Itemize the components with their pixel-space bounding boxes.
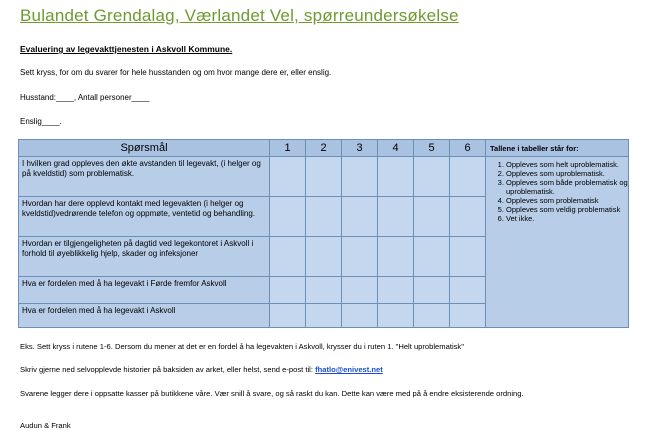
survey-table xyxy=(18,139,629,328)
answer-box[interactable] xyxy=(306,197,342,237)
question-cell: Hva er fordelen med å ha legevakt i Førde fremfor Askvoll xyxy=(19,277,270,304)
column-header: 2 xyxy=(306,140,342,157)
legend-item: 5. Oppleves som veldig problematisk xyxy=(506,205,628,214)
answer-box[interactable] xyxy=(306,304,342,328)
answer-box[interactable] xyxy=(342,277,378,304)
document-title: Bulandet Grendalag, Værlandet Vel, spørreundersøkelse xyxy=(20,6,459,25)
answer-box[interactable] xyxy=(270,304,306,328)
answer-box[interactable] xyxy=(414,237,450,277)
answer-box[interactable] xyxy=(342,304,378,328)
legend-item: 4. Oppleves som problematisk xyxy=(506,196,628,205)
answer-box[interactable] xyxy=(270,277,306,304)
answer-box[interactable] xyxy=(450,197,486,237)
stories-line xyxy=(20,365,383,374)
instructions: Sett kryss, for om du svarer for hele husstanden og om hvor mange dere er, eller enslig. xyxy=(20,68,332,77)
answer-box[interactable] xyxy=(414,277,450,304)
answer-box[interactable] xyxy=(306,157,342,197)
subtitle: Evaluering av legevakttjenesten i Askvoll Kommune. xyxy=(20,44,233,54)
legend-panel xyxy=(486,157,629,328)
boxes-text: Svarene legger dere i oppsatte kasser på butikkene våre. Vær snill å svare, og så raskt du kan. Dette kan være med på å endre eksisterende ordning. xyxy=(20,389,524,398)
answer-box[interactable] xyxy=(450,157,486,197)
answer-box[interactable] xyxy=(270,197,306,237)
answer-box[interactable] xyxy=(342,197,378,237)
question-header: Spørsmål xyxy=(19,140,270,157)
answer-box[interactable] xyxy=(414,197,450,237)
question-cell: Hva er fordelen med å ha legevakt i Askvoll xyxy=(19,304,270,328)
answer-box[interactable] xyxy=(450,237,486,277)
answer-box[interactable] xyxy=(378,304,414,328)
answer-box[interactable] xyxy=(306,277,342,304)
answer-box[interactable] xyxy=(342,157,378,197)
stories-text: Skriv gjerne ned selvopplevde historier på baksiden av arket, eller helst, send e-post til: xyxy=(20,365,316,374)
question-cell: Hvordan er tilgjengeligheten på dagtid ved legekontoret i Askvoll i forhold til øyeblikkelig hjelp, skader og infeksjoner xyxy=(19,237,270,277)
answer-box[interactable] xyxy=(378,157,414,197)
table-header-row xyxy=(19,140,629,157)
answer-box[interactable] xyxy=(270,237,306,277)
answer-box[interactable] xyxy=(378,277,414,304)
answer-box[interactable] xyxy=(414,304,450,328)
column-header: 1 xyxy=(270,140,306,157)
table-row xyxy=(19,157,629,197)
legend-item: 2. Oppleves som uproblematisk. xyxy=(506,169,628,178)
single-line: Enslig____. xyxy=(20,117,62,126)
answer-box[interactable] xyxy=(306,237,342,277)
answer-box[interactable] xyxy=(450,277,486,304)
legend-item: 1. Oppleves som helt uproblematisk. xyxy=(506,160,628,169)
legend-list xyxy=(486,160,628,223)
legend-item: 6. Vet ikke. xyxy=(506,214,628,223)
legend-item: 3. Oppleves som både problematisk og uproblematisk. xyxy=(506,178,628,196)
example-text: Eks. Sett kryss i rutene 1-6. Dersom du mener at det er en fordel å ha legevakten i Askvoll, krysser du i ruten 1. "Helt uproblematisk" xyxy=(20,342,464,351)
column-header: 4 xyxy=(378,140,414,157)
answer-box[interactable] xyxy=(450,304,486,328)
answer-box[interactable] xyxy=(378,197,414,237)
legend-title: Tallene i tabeller står for: xyxy=(486,140,629,157)
question-cell: Hvordan har dere opplevd kontakt med legevakten (i helger og kveldstid)vedrørende telefon og oppmøte, ventetid og behandling. xyxy=(19,197,270,237)
question-cell: I hvilken grad oppleves den økte avstanden til legevakt, (i helger og på kveldstid) som problematisk. xyxy=(19,157,270,197)
answer-box[interactable] xyxy=(342,237,378,277)
column-header: 3 xyxy=(342,140,378,157)
household-line: Husstand:____, Antall personer____ xyxy=(20,93,150,102)
answer-box[interactable] xyxy=(414,157,450,197)
answer-box[interactable] xyxy=(378,237,414,277)
email-link[interactable]: fhatlo@enivest.net xyxy=(315,365,383,374)
column-header: 5 xyxy=(414,140,450,157)
answer-box[interactable] xyxy=(270,157,306,197)
signature: Audun & Frank xyxy=(20,421,71,430)
column-header: 6 xyxy=(450,140,486,157)
